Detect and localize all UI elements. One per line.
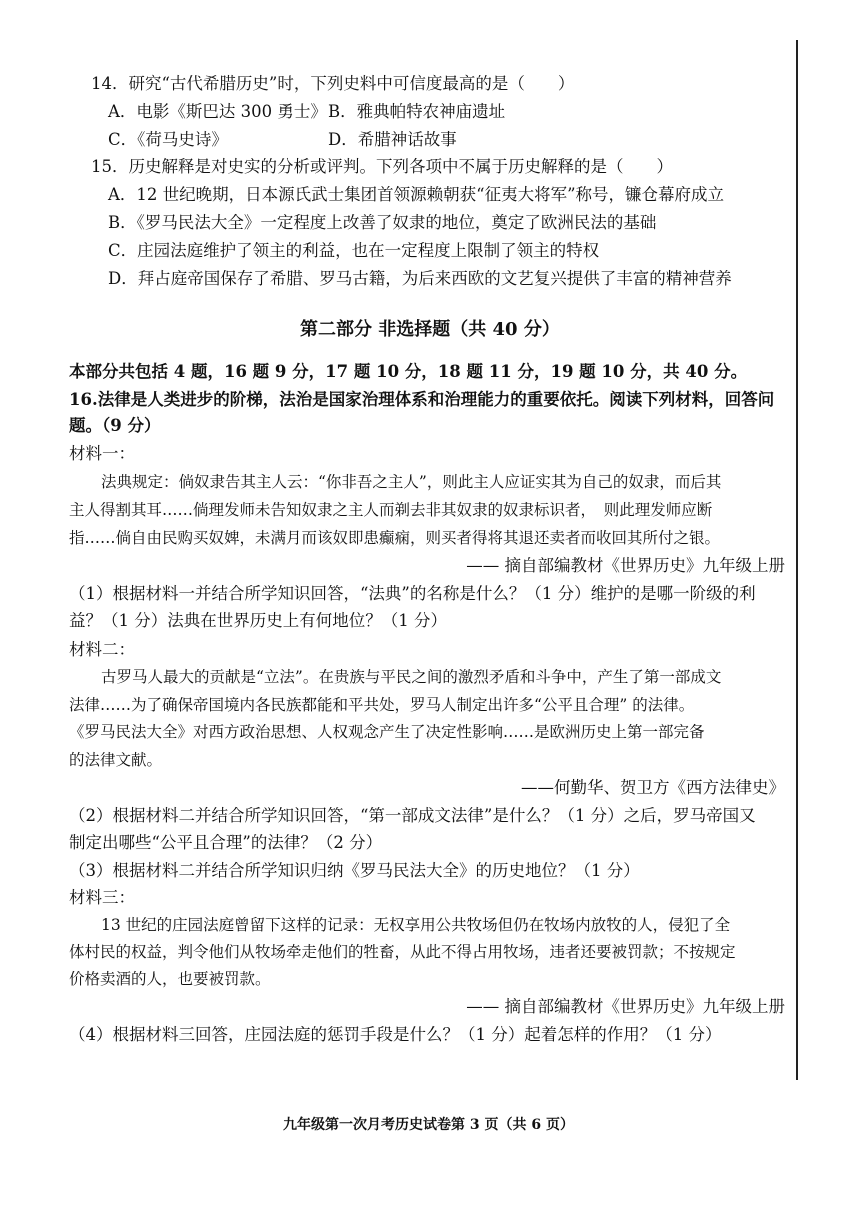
material2-label: 材料二： xyxy=(69,640,135,659)
q15-option-b: B．《罗马民法大全》一定程度上改善了奴隶的地位，奠定了欧洲民法的基础 xyxy=(108,213,657,232)
material3-source: —— 摘自部编教材《世界历史》九年级上册 xyxy=(466,997,785,1016)
q15-option-c: C．庄园法庭维护了领主的利益，也在一定程度上限制了领主的特权 xyxy=(108,241,600,260)
material1-line1: 法典规定：倘奴隶告其主人云：“你非吾之主人”，则此主人应证实其为自己的奴隶，而后其 xyxy=(101,473,722,491)
material2-source: ——何勤华、贺卫方《西方法律史》 xyxy=(521,778,785,797)
binding-margin-line xyxy=(796,40,798,1080)
subquestion-3: （3）根据材料二并结合所学知识归纳《罗马民法大全》的历史地位？（1 分） xyxy=(69,861,640,880)
material3-line3: 价格卖酒的人，也要被罚款。 xyxy=(69,970,271,988)
q16-stem-line1: 16.法律是人类进步的阶梯，法治是国家治理体系和治理能力的重要依托。阅读下列材料，回答问 xyxy=(69,390,775,409)
material2-line2: 法律……为了确保帝国境内各民族都能和平共处，罗马人制定出许多“公平且合理” 的法律。 xyxy=(69,696,695,714)
part2-title: 第二部分 非选择题（共 40 分） xyxy=(300,319,560,340)
material3-line2: 体村民的权益，判令他们从牧场牵走他们的牲畜，从此不得占用牧场，违者还要被罚款；不按规定 xyxy=(69,943,736,961)
q15-option-a: A．12 世纪晚期，日本源氏武士集团首领源赖朝获“征夷大将军”称号，镰仓幕府成立 xyxy=(108,185,725,204)
subquestion-1-line2: 益？（1 分）法典在世界历史上有何地位？（1 分） xyxy=(69,611,447,630)
subquestion-2-line2: 制定出哪些“公平且合理”的法律？（2 分） xyxy=(69,833,383,852)
q15-option-d: D．拜占庭帝国保存了希腊、罗马古籍，为后来西欧的文艺复兴提供了丰富的精神营养 xyxy=(108,269,732,288)
q14-option-d: D．希腊神话故事 xyxy=(328,130,457,149)
part2-intro: 本部分共包括 4 题，16 题 9 分，17 题 10 分，18 题 11 分，19 题 10 分，共 40 分。 xyxy=(69,362,748,381)
material3-label: 材料三： xyxy=(69,888,135,907)
material3-line1: 13 世纪的庄园法庭曾留下这样的记录：无权享用公共牧场但仍在牧场内放牧的人，侵犯了全 xyxy=(101,916,731,934)
subquestion-4: （4）根据材料三回答，庄园法庭的惩罚手段是什么？（1 分）起着怎样的作用？（1 分） xyxy=(69,1025,722,1044)
material1-line3: 指……倘自由民购买奴婢，未满月而该奴即患癫痫，则买者得将其退还卖者而收回其所付之银。 xyxy=(69,529,721,547)
material2-line1: 古罗马人最大的贡献是“立法”。在贵族与平民之间的激烈矛盾和斗争中，产生了第一部成文 xyxy=(101,668,722,686)
q16-stem-line2: 题。（9 分） xyxy=(69,416,161,435)
material1-line2: 主人得割其耳……倘理发师未告知奴隶之主人而剃去非其奴隶的奴隶标识者， 则此理发师应断 xyxy=(69,501,713,519)
q14-option-c: C．《荷马史诗》 xyxy=(108,130,228,149)
subquestion-1-line1: （1）根据材料一并结合所学知识回答，“法典”的名称是什么？（1 分）维护的是哪一阶级的利 xyxy=(69,584,756,603)
q14-stem: 14．研究“古代希腊历史”时，下列史料中可信度最高的是（ ） xyxy=(91,74,575,93)
q15-stem: 15．历史解释是对史实的分析或评判。下列各项中不属于历史解释的是（ ） xyxy=(91,157,673,176)
material1-label: 材料一： xyxy=(69,444,135,463)
material2-line3: 《罗马民法大全》对西方政治思想、人权观念产生了决定性影响……是欧洲历史上第一部完备 xyxy=(69,723,705,741)
material2-line4: 的法律文献。 xyxy=(69,751,163,769)
q14-option-a: A．电影《斯巴达 300 勇士》 xyxy=(108,102,327,121)
material1-source: —— 摘自部编教材《世界历史》九年级上册 xyxy=(466,556,785,575)
page-footer: 九年级第一次月考历史试卷第 3 页（共 6 页） xyxy=(283,1117,574,1133)
q14-option-b: B．雅典帕特农神庙遗址 xyxy=(328,102,506,121)
subquestion-2-line1: （2）根据材料二并结合所学知识回答，“第一部成文法律”是什么？（1 分）之后，罗马帝国又 xyxy=(69,806,756,825)
